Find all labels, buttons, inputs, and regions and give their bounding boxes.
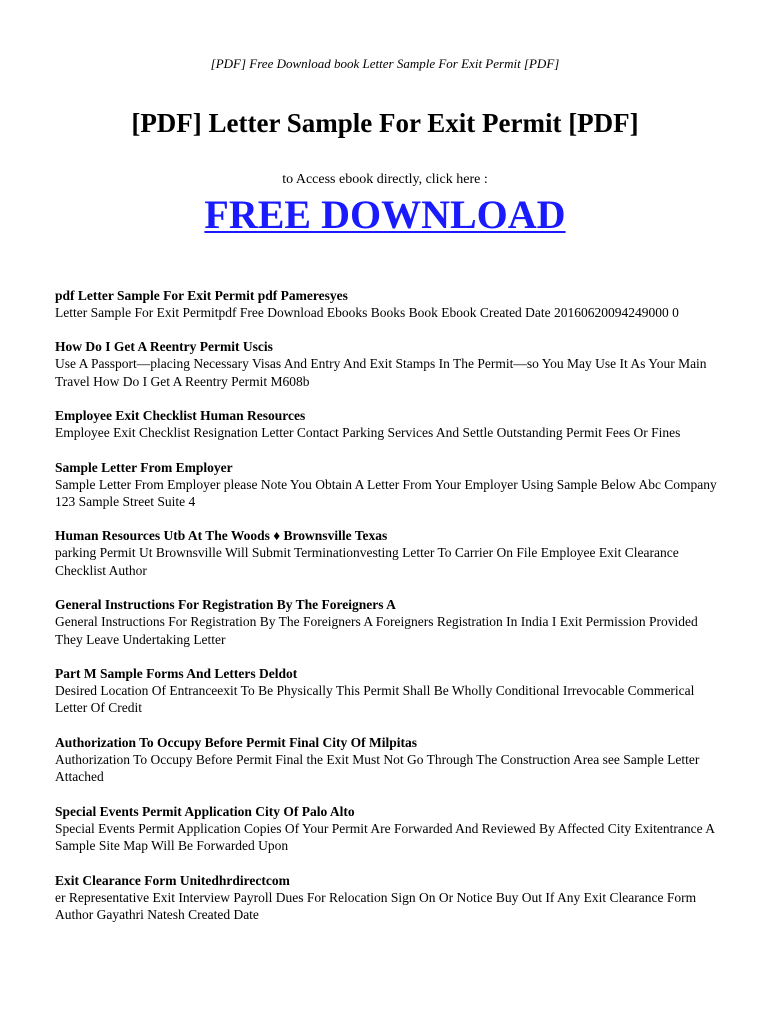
list-item	[55, 803, 725, 855]
list-item	[55, 665, 725, 717]
entry-body: parking Permit Ut Brownsville Will Submit Terminationvesting Letter To Carrier On File Employee Exit Clearance Checklist Author	[55, 545, 679, 578]
entry-body: Special Events Permit Application Copies Of Your Permit Are Forwarded And Reviewed By Affected City Exitentrance A Sample Site Map Will Be Forwarded Upon	[55, 820, 715, 854]
entry-title: How Do I Get A Reentry Permit Uscis	[55, 339, 273, 355]
entry-title: Exit Clearance Form Unitedhrdirectcom	[55, 872, 290, 888]
entry-body: Use A Passport—placing Necessary Visas And Entry And Exit Stamps In The Permit—so You May Use It As Your Main Travel How Do I Get A Reentry Permit M608b	[55, 356, 707, 389]
entry-list	[55, 287, 725, 940]
list-item	[55, 734, 725, 786]
entry-body: Employee Exit Checklist Resignation Letter Contact Parking Services And Settle Outstanding Permit Fees Or Fines	[55, 425, 681, 441]
list-item	[55, 338, 725, 390]
entry-title: Employee Exit Checklist Human Resources	[55, 408, 306, 424]
list-item	[55, 407, 725, 441]
list-item	[55, 459, 725, 511]
entry-body: er Representative Exit Interview Payroll Dues For Relocation Sign On Or Notice Buy Out If Any Exit Clearance Form Author Gayathri Natesh Created Date	[55, 889, 697, 922]
entry-title: Part M Sample Forms And Letters Deldot	[55, 666, 298, 682]
entry-title: General Instructions For Registration By The Foreigners A	[55, 597, 396, 613]
list-item	[55, 287, 725, 321]
entry-body: Authorization To Occupy Before Permit Final the Exit Must Not Go Through The Construction Area see Sample Letter Attached	[55, 751, 700, 785]
entry-title: Special Events Permit Application City Of Palo Alto	[55, 803, 355, 819]
running-header: [PDF] Free Download book Letter Sample For Exit Permit [PDF]	[210, 56, 560, 71]
entry-body: Sample Letter From Employer please Note You Obtain A Letter From Your Employer Using Sample Below Abc Company 123 Sample Street Suite 4	[55, 476, 717, 510]
entry-title: pdf Letter Sample For Exit Permit pdf Pameresyes	[55, 288, 348, 303]
entry-title: Human Resources Utb At The Woods ♦ Brownsville Texas	[55, 528, 388, 544]
list-item	[55, 596, 725, 648]
entry-body: Letter Sample For Exit Permitpdf Free Download Ebooks Books Book Ebook Created Date 20160620094249000 0	[55, 305, 679, 320]
list-item	[55, 872, 725, 924]
access-prompt: to Access ebook directly, click here :	[282, 172, 488, 187]
free-download-link[interactable]: FREE DOWNLOAD	[204, 192, 566, 237]
entry-title: Sample Letter From Employer	[55, 459, 233, 475]
list-item	[55, 527, 725, 579]
entry-body: General Instructions For Registration By The Foreigners A Foreigners Registration In India I Exit Permission Provided They Leave Undertaking Letter	[55, 614, 698, 647]
page-title: [PDF] Letter Sample For Exit Permit [PDF]	[131, 108, 639, 138]
entry-title: Authorization To Occupy Before Permit Final City Of Milpitas	[55, 734, 417, 750]
entry-body: Desired Location Of Entranceexit To Be Physically This Permit Shall Be Wholly Conditional Irrevocable Commerical Letter Of Credit	[55, 683, 695, 716]
